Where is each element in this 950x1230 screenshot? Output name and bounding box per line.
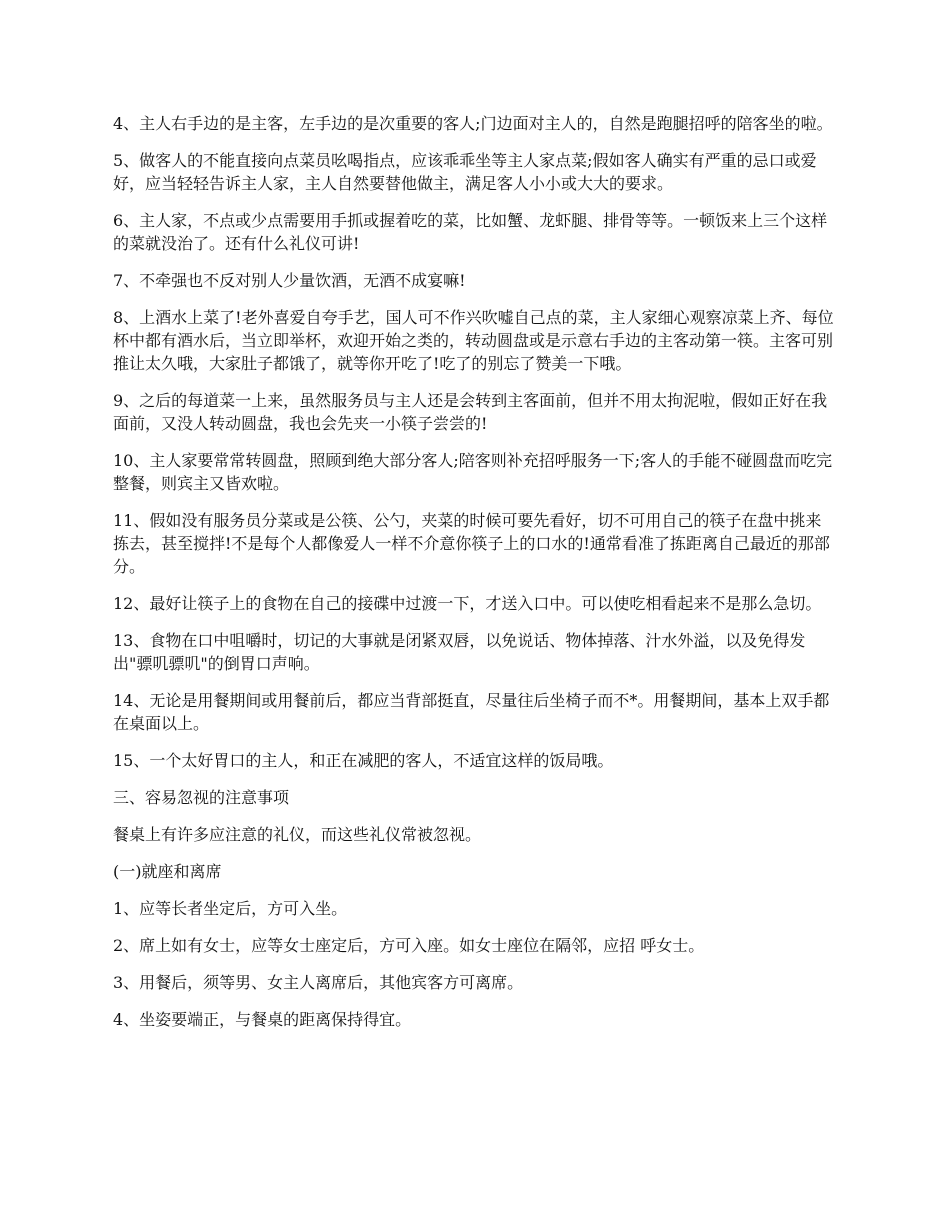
- paragraph-item-5-ordering: 5、做客人的不能直接向点菜员吆喝指点，应该乖乖坐等主人家点菜;假如客人确实有严重的忌口或爱好，应当轻轻告诉主人家，主人自然要替他做主，满足客人小小或大大的要求。: [113, 151, 817, 193]
- seating-item-3: 3、用餐后，须等男、女主人离席后，其他宾客方可离席。: [113, 973, 524, 992]
- document-body: [113, 112, 837, 1045]
- paragraph-item-8-first-dish: 8、上酒水上菜了!老外喜爱自夸手艺，国人可不作兴吹嘘自己点的菜，主人家细心观察凉菜上齐、每位杯中都有酒水后，当立即举杯，欢迎开始之类的，转动圆盘或是示意右手边的主客动第一筷。主客可别推让太久哦，大家肚子都饿了，就等你开吃了!吃了的别忘了赞美一下哦。: [113, 308, 834, 373]
- seating-item-1: 1、应等长者坐定后，方可入坐。: [113, 899, 348, 918]
- paragraph-item-7-drinking: 7、不牵强也不反对别人少量饮酒，无酒不成宴嘛!: [113, 271, 466, 290]
- paragraph-item-11-serving: 11、假如没有服务员分菜或是公筷、公勺，夹菜的时候可要先看好，切不可用自己的筷子在盘中挑来拣去，甚至搅拌!不是每个人都像爱人一样不介意你筷子上的口水的!通常看准了拣距离自己最近的那部分。: [113, 511, 830, 576]
- subsection-heading-seating: (一)就座和离席: [113, 862, 222, 881]
- paragraph-item-15-appetite: 15、一个太好胃口的主人，和正在减肥的客人，不适宜这样的饭局哦。: [113, 751, 614, 770]
- paragraph-item-6-finger-food: 6、主人家，不点或少点需要用手抓或握着吃的菜，比如蟹、龙虾腿、排骨等等。一顿饭来上三个这样的菜就没治了。还有什么礼仪可讲!: [113, 211, 828, 253]
- paragraph-item-10-turntable: 10、主人家要常常转圆盘，照顾到绝大部分客人;陪客则补充招呼服务一下;客人的手能不碰圆盘而吃完整餐，则宾主又皆欢啦。: [113, 451, 833, 493]
- seating-item-4: 4、坐姿要端正，与餐桌的距离保持得宜。: [113, 1010, 412, 1029]
- paragraph-item-14-posture: 14、无论是用餐期间或用餐前后，都应当背部挺直，尽量往后坐椅子而不*。用餐期间，基本上双手都在桌面以上。: [113, 691, 830, 733]
- paragraph-item-4-seating: 4、主人右手边的是主客，左手边的是次重要的客人;门边面对主人的，自然是跑腿招呼的陪客坐的啦。: [113, 114, 833, 133]
- section-heading-overlooked-matters: 三、容易忽视的注意事项: [113, 788, 290, 807]
- section-intro: 餐桌上有许多应注意的礼仪，而这些礼仪常被忽视。: [113, 825, 482, 844]
- seating-item-2: 2、席上如有女士，应等女士座定后，方可入座。如女士座位在隔邻，应招 呼女士。: [113, 936, 705, 955]
- paragraph-item-12-plate: 12、最好让筷子上的食物在自己的接碟中过渡一下，才送入口中。可以使吃相看起来不是那么急切。: [113, 594, 822, 613]
- paragraph-item-9-later-dishes: 9、之后的每道菜一上来，虽然服务员与主人还是会转到主客面前，但并不用太拘泥啦，假如正好在我面前，又没人转动圆盘，我也会先夹一小筷子尝尝的!: [113, 391, 828, 433]
- paragraph-item-13-chewing: 13、食物在口中咀嚼时，切记的大事就是闭紧双唇，以免说话、物体掉落、汁水外溢，以及免得发出"骠叽骠叽"的倒胃口声响。: [113, 631, 806, 673]
